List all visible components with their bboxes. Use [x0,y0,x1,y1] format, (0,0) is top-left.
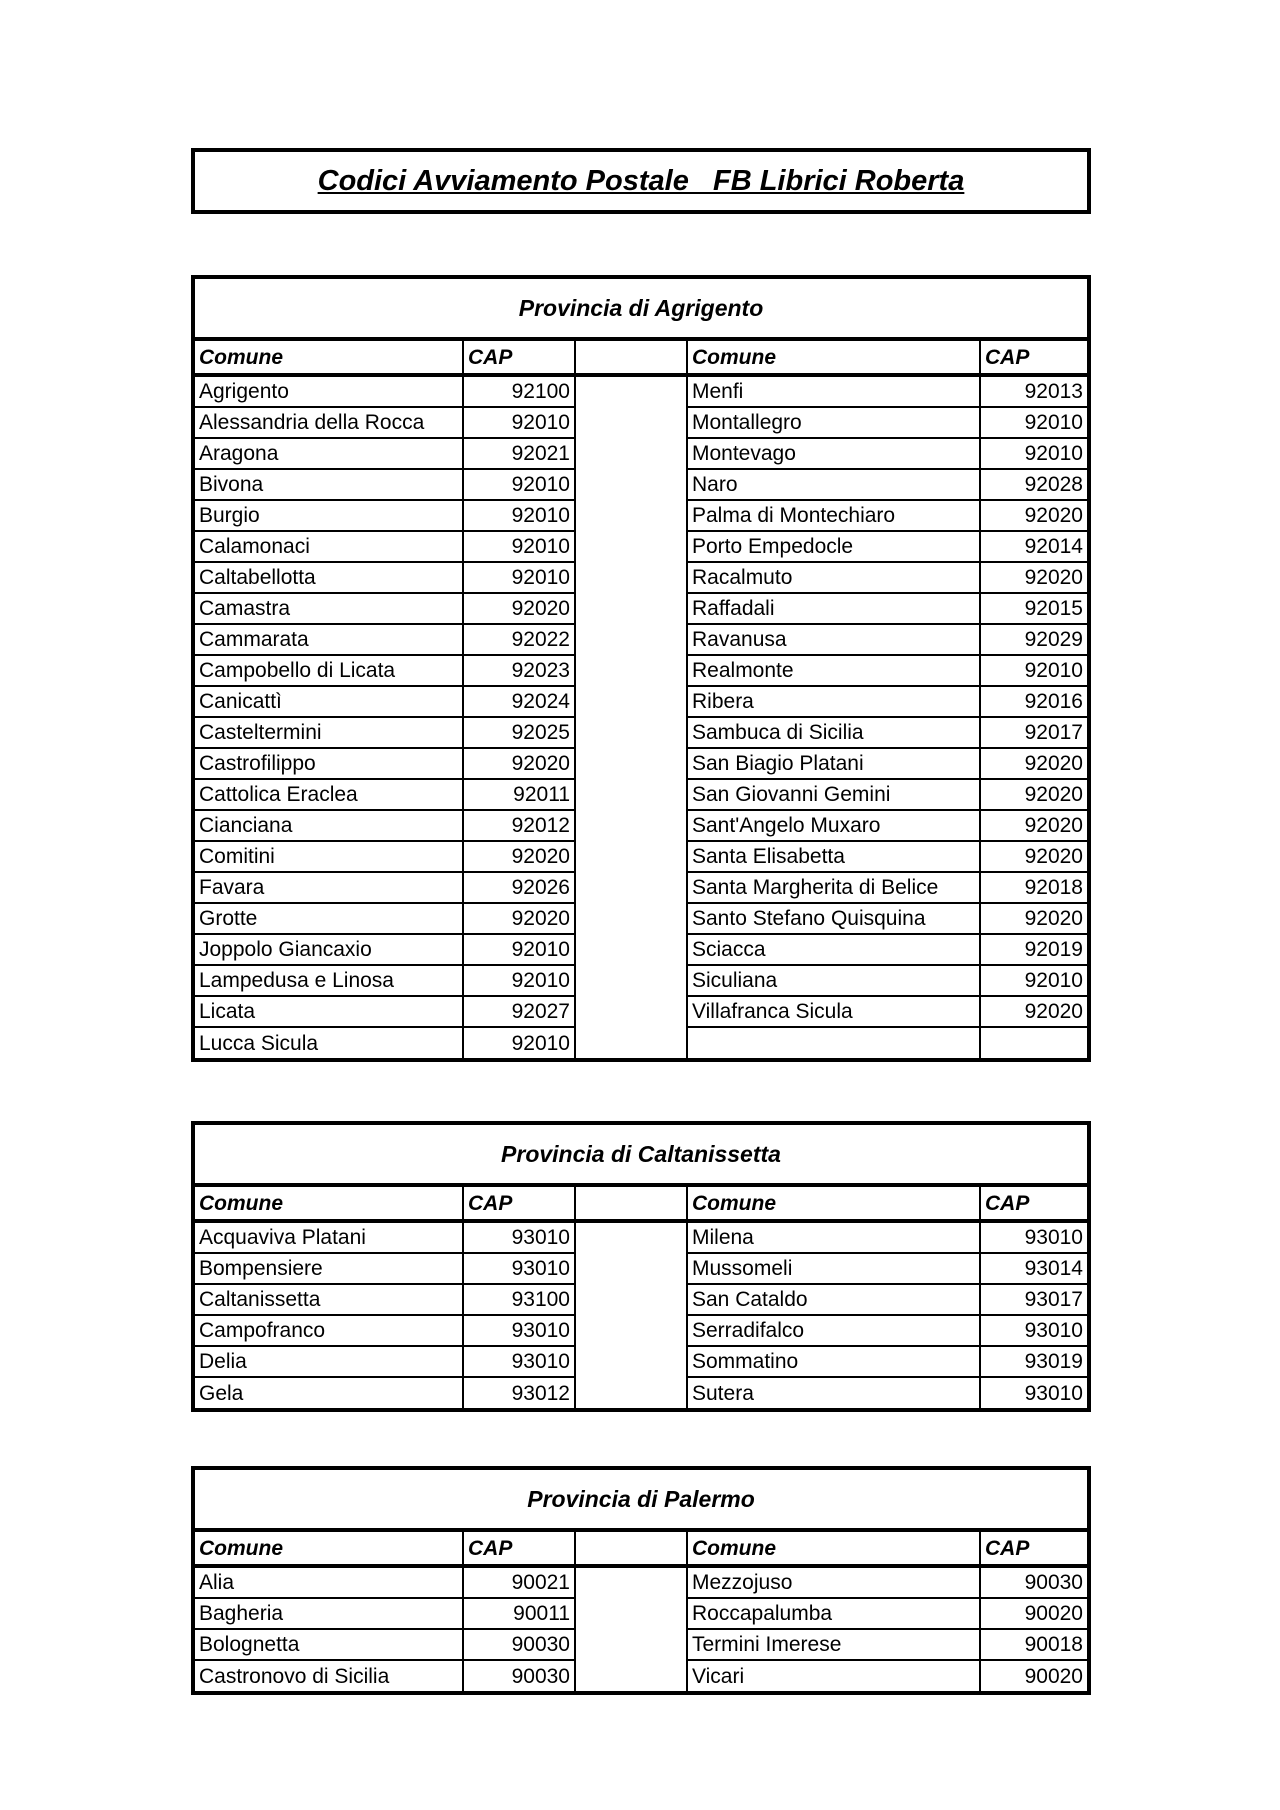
column-gap [575,903,687,934]
cap-cell: 92029 [980,624,1087,655]
cap-cell: 92018 [980,872,1087,903]
comune-cell: San Biagio Platani [687,748,980,779]
comune-cell: Castrofilippo [195,748,463,779]
table-row [195,1284,1087,1315]
column-gap [575,375,687,407]
comune-cell: Lucca Sicula [195,1027,463,1058]
comune-cell: Aragona [195,438,463,469]
cap-table-agrigento [195,341,1087,1058]
comune-cell: Licata [195,996,463,1027]
comune-cell: Santa Margherita di Belice [687,872,980,903]
cap-cell: 92010 [980,438,1087,469]
comune-cell: Campobello di Licata [195,655,463,686]
comune-cell: Gela [195,1377,463,1408]
column-gap [575,1027,687,1058]
comune-cell: Calamonaci [195,531,463,562]
column-gap [575,624,687,655]
column-gap [575,1253,687,1284]
cap-cell: 92016 [980,686,1087,717]
column-gap [575,1315,687,1346]
comune-cell: Bompensiere [195,1253,463,1284]
comune-cell: Menfi [687,375,980,407]
table-header-row [195,341,1087,375]
cap-cell: 93100 [463,1284,575,1315]
table-row [195,1027,1087,1058]
province-table-caltanissetta [191,1121,1091,1412]
column-gap [575,1187,687,1221]
comune-cell: Milena [687,1221,980,1253]
column-gap [575,1532,687,1566]
cap-cell: 92025 [463,717,575,748]
table-row [195,996,1087,1027]
cap-cell: 92010 [463,1027,575,1058]
column-gap [575,717,687,748]
comune-cell: San Cataldo [687,1284,980,1315]
column-gap [575,1377,687,1408]
province-table-palermo [191,1466,1091,1695]
comune-cell: Castronovo di Sicilia [195,1660,463,1691]
comune-cell: Bolognetta [195,1629,463,1660]
column-gap [575,407,687,438]
cap-cell: 93010 [463,1253,575,1284]
column-gap [575,562,687,593]
comune-cell: Bivona [195,469,463,500]
cap-cell: 90011 [463,1598,575,1629]
comune-cell: Comitini [195,841,463,872]
header-cap: CAP [980,1187,1087,1221]
table-row [195,593,1087,624]
comune-cell: Delia [195,1346,463,1377]
comune-cell: Santa Elisabetta [687,841,980,872]
comune-cell: Grotte [195,903,463,934]
comune-cell: Sambuca di Sicilia [687,717,980,748]
comune-cell: Realmonte [687,655,980,686]
cap-cell: 92015 [980,593,1087,624]
cap-cell: 92010 [463,407,575,438]
comune-cell: Raffadali [687,593,980,624]
table-row [195,934,1087,965]
cap-cell: 92026 [463,872,575,903]
column-gap [575,1660,687,1691]
table-row [195,717,1087,748]
column-gap [575,438,687,469]
cap-cell: 92023 [463,655,575,686]
table-row [195,1629,1087,1660]
cap-cell: 92019 [980,934,1087,965]
comune-cell: Cianciana [195,810,463,841]
comune-cell: Acquaviva Platani [195,1221,463,1253]
comune-cell: Ravanusa [687,624,980,655]
cap-cell: 93010 [980,1315,1087,1346]
cap-cell: 93014 [980,1253,1087,1284]
header-cap: CAP [980,341,1087,375]
cap-cell: 92010 [463,469,575,500]
column-gap [575,1598,687,1629]
comune-cell: Roccapalumba [687,1598,980,1629]
cap-cell: 92020 [980,779,1087,810]
comune-cell: Cattolica Eraclea [195,779,463,810]
column-gap [575,655,687,686]
cap-cell: 93010 [463,1346,575,1377]
table-row [195,1566,1087,1598]
table-row [195,1221,1087,1253]
comune-cell: Alessandria della Rocca [195,407,463,438]
cap-cell [980,1027,1087,1058]
cap-cell: 92020 [980,500,1087,531]
comune-cell: Naro [687,469,980,500]
table-row [195,562,1087,593]
cap-cell: 92021 [463,438,575,469]
cap-cell: 90030 [463,1660,575,1691]
column-gap [575,500,687,531]
comune-cell: Ribera [687,686,980,717]
column-gap [575,1346,687,1377]
comune-cell: Camastra [195,593,463,624]
cap-cell: 92100 [463,375,575,407]
cap-cell: 92020 [463,593,575,624]
cap-cell: 90021 [463,1566,575,1598]
cap-cell: 92020 [463,903,575,934]
cap-cell: 92028 [980,469,1087,500]
table-row [195,1377,1087,1408]
header-cap: CAP [463,341,575,375]
comune-cell: Montevago [687,438,980,469]
column-gap [575,1221,687,1253]
cap-cell: 93010 [463,1221,575,1253]
comune-cell: Racalmuto [687,562,980,593]
column-gap [575,934,687,965]
cap-cell: 92017 [980,717,1087,748]
table-row [195,531,1087,562]
cap-cell: 92012 [463,810,575,841]
cap-cell: 92020 [980,996,1087,1027]
table-row [195,1253,1087,1284]
comune-cell: Favara [195,872,463,903]
column-gap [575,531,687,562]
comune-cell: Bagheria [195,1598,463,1629]
cap-cell: 90030 [463,1629,575,1660]
comune-cell: San Giovanni Gemini [687,779,980,810]
cap-cell: 90018 [980,1629,1087,1660]
cap-cell: 92010 [980,655,1087,686]
comune-cell: Caltanissetta [195,1284,463,1315]
cap-cell: 93010 [1024,1381,1083,1405]
comune-cell: Termini Imerese [687,1629,980,1660]
header-comune: Comune [687,341,980,375]
comune-cell: Lampedusa e Linosa [195,965,463,996]
cap-cell: 92020 [980,810,1087,841]
table-row [195,655,1087,686]
cap-cell: 92010 [463,965,575,996]
column-gap [575,341,687,375]
comune-cell: Sciacca [687,934,980,965]
table-row [195,903,1087,934]
header-comune: Comune [195,341,463,375]
cap-cell: 92010 [463,562,575,593]
table-header-row [195,1187,1087,1221]
table-header-row [195,1532,1087,1566]
document-title: Codici Avviamento Postale FB Librici Roberta [317,164,965,197]
header-comune: Comune [687,1187,980,1221]
cap-table-caltanissetta [195,1187,1087,1408]
cap-cell: 92020 [980,841,1087,872]
table-row [195,965,1087,996]
cap-cell: 92024 [463,686,575,717]
header-cap: CAP [463,1532,575,1566]
table-row [195,686,1087,717]
column-gap [575,1284,687,1315]
cap-cell: 90020 [1024,1664,1083,1688]
comune-cell: Mussomeli [687,1253,980,1284]
comune-cell: Alia [195,1566,463,1598]
table-row [195,375,1087,407]
comune-cell: Porto Empedocle [687,531,980,562]
cap-cell: 92020 [980,562,1087,593]
header-cap: CAP [980,1532,1087,1566]
header-comune: Comune [687,1532,980,1566]
column-gap [575,841,687,872]
cap-cell: 90030 [980,1566,1087,1598]
table-row [195,624,1087,655]
table-row [195,500,1087,531]
comune-cell: Caltabellotta [195,562,463,593]
column-gap [575,686,687,717]
comune-cell: Agrigento [195,375,463,407]
table-row [195,841,1087,872]
column-gap [575,779,687,810]
comune-cell: Serradifalco [687,1315,980,1346]
table-row [195,438,1087,469]
comune-cell: Burgio [195,500,463,531]
cap-cell: 92014 [980,531,1087,562]
table-row [195,1598,1087,1629]
comune-cell: Vicari [687,1660,980,1691]
cap-cell: 92020 [463,748,575,779]
table-row [195,872,1087,903]
cap-cell: 92010 [980,965,1087,996]
cap-cell: 92010 [463,934,575,965]
province-title: Provincia di Caltanissetta [195,1125,1087,1187]
cap-cell: 92020 [980,903,1087,934]
cap-cell: 92010 [463,531,575,562]
cap-cell: 93017 [980,1284,1087,1315]
comune-cell [687,1027,980,1058]
header-comune: Comune [195,1532,463,1566]
cap-cell: 92022 [463,624,575,655]
cap-cell: 93019 [980,1346,1087,1377]
comune-cell: Canicattì [195,686,463,717]
column-gap [575,469,687,500]
table-row [195,810,1087,841]
table-row [195,1660,1087,1691]
column-gap [575,1566,687,1598]
comune-cell: Mezzojuso [687,1566,980,1598]
comune-cell: Casteltermini [195,717,463,748]
column-gap [575,748,687,779]
table-row [195,748,1087,779]
column-gap [575,1629,687,1660]
column-gap [575,996,687,1027]
cap-cell: 93012 [463,1377,575,1408]
cap-cell: 92010 [980,407,1087,438]
column-gap [575,872,687,903]
comune-cell: Villafranca Sicula [687,996,980,1027]
cap-cell: 90020 [980,1598,1087,1629]
table-row [195,1346,1087,1377]
header-comune: Comune [195,1187,463,1221]
cap-cell: 92011 [463,779,575,810]
table-row [195,469,1087,500]
column-gap [575,593,687,624]
cap-cell: 92020 [980,748,1087,779]
header-cap: CAP [463,1187,575,1221]
province-title: Provincia di Palermo [195,1470,1087,1532]
comune-cell: Joppolo Giancaxio [195,934,463,965]
comune-cell: Sommatino [687,1346,980,1377]
cap-cell: 93010 [980,1221,1087,1253]
cap-table-palermo [195,1532,1087,1691]
cap-cell: 92020 [463,841,575,872]
document-title-box [191,148,1091,214]
comune-cell: Montallegro [687,407,980,438]
column-gap [575,810,687,841]
comune-cell: Cammarata [195,624,463,655]
column-gap [575,965,687,996]
cap-cell: 92013 [980,375,1087,407]
cap-cell: 93010 [463,1315,575,1346]
comune-cell: Siculiana [687,965,980,996]
table-row [195,779,1087,810]
comune-cell: Palma di Montechiaro [687,500,980,531]
province-title: Provincia di Agrigento [195,279,1087,341]
table-row [195,407,1087,438]
comune-cell: Campofranco [195,1315,463,1346]
cap-cell: 92010 [463,500,575,531]
comune-cell: Sant'Angelo Muxaro [687,810,980,841]
province-table-agrigento [191,275,1091,1062]
comune-cell: Sutera [687,1377,980,1408]
table-row [195,1315,1087,1346]
comune-cell: Santo Stefano Quisquina [687,903,980,934]
cap-cell: 92027 [463,996,575,1027]
